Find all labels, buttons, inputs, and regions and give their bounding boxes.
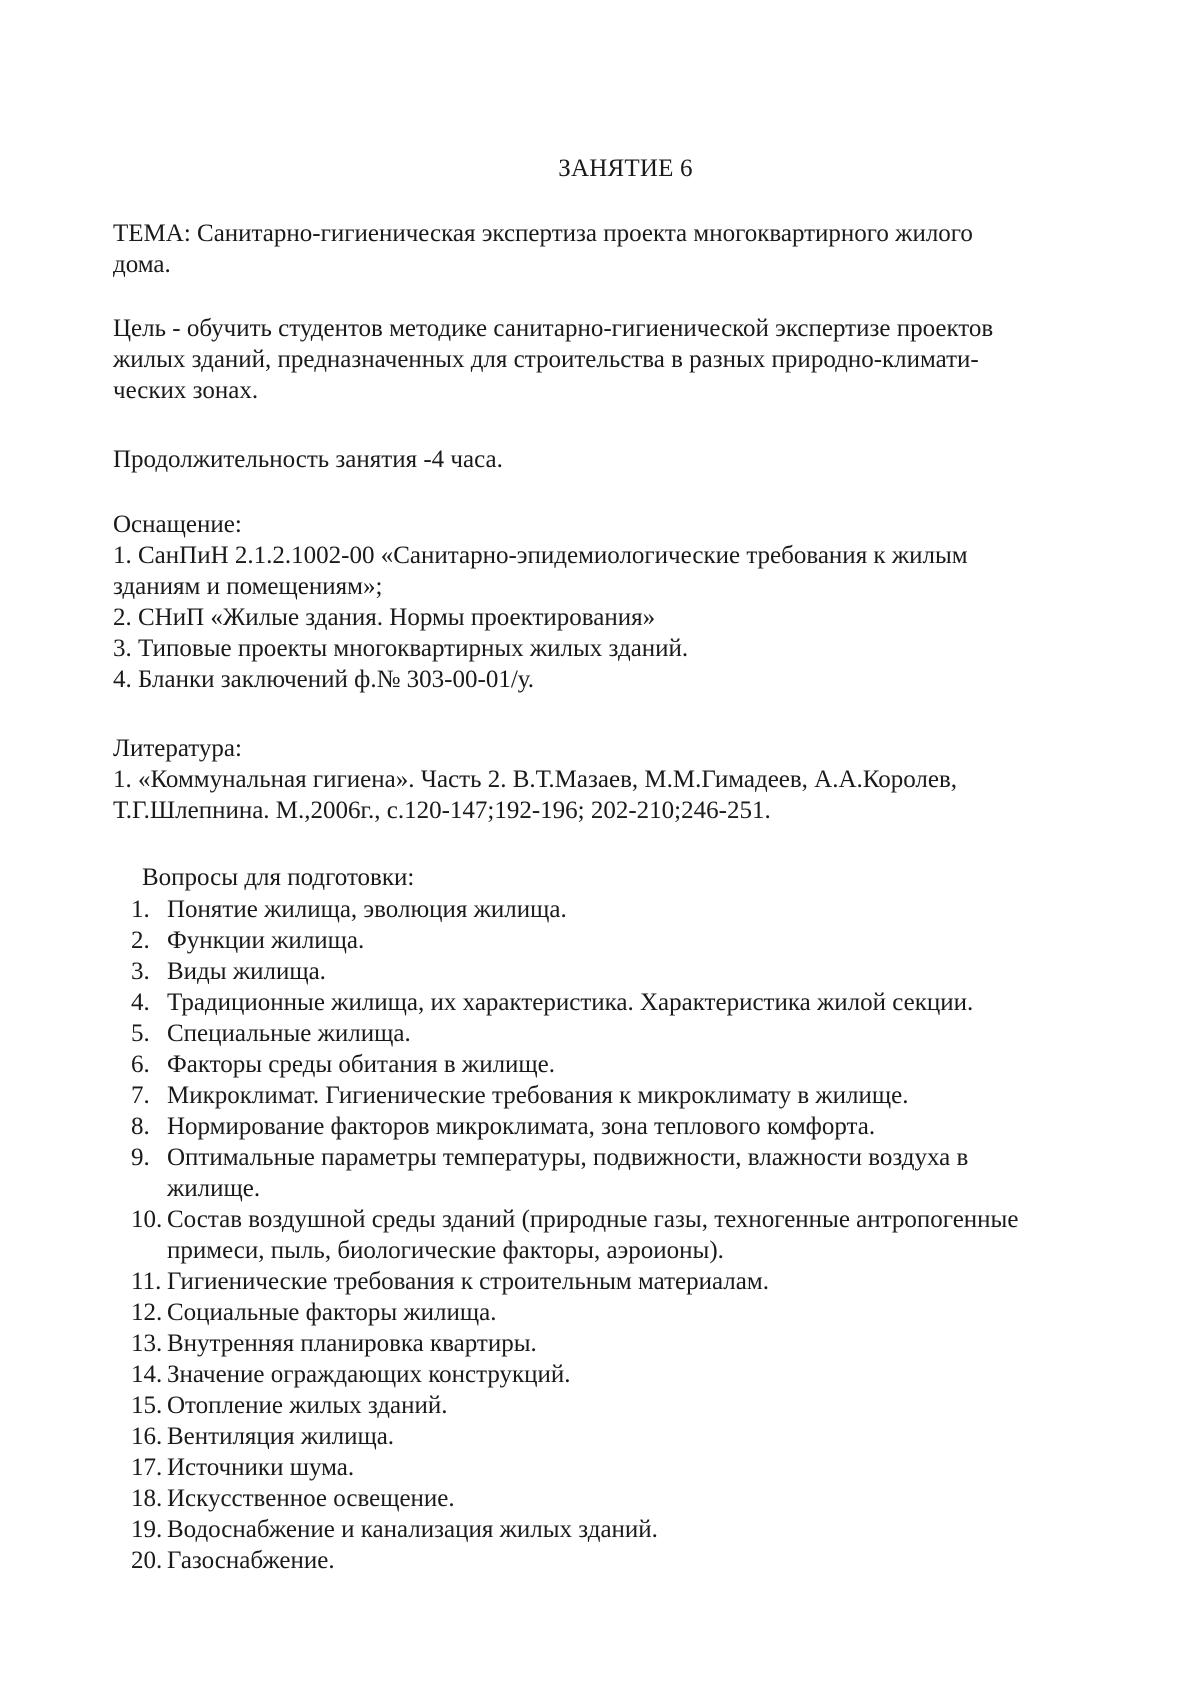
question-item — [131, 1359, 1141, 1390]
question-text: Микроклимат. Гигиенические требования к микроклимату в жилище. — [167, 1082, 909, 1109]
question-item — [131, 1390, 1141, 1421]
question-text: Традиционные жилища, их характеристика. Характеристика жилой секции. — [167, 989, 974, 1016]
question-text: Источники шума. — [167, 1454, 355, 1481]
goal-section — [113, 313, 1123, 406]
duration-text: Продолжительность занятия -4 часа. — [113, 446, 503, 473]
question-item — [131, 1142, 1141, 1204]
question-item — [131, 894, 1141, 925]
question-item — [131, 1545, 1141, 1576]
question-item — [131, 1266, 1141, 1297]
question-text: Состав воздушной среды зданий (природные газы, техногенные антропогенные — [167, 1206, 1019, 1233]
question-number: 4. — [131, 989, 150, 1016]
question-text: Значение ограждающих конструкций. — [167, 1361, 571, 1388]
question-number: 16. — [131, 1423, 163, 1450]
question-text: Водоснабжение и канализация жилых зданий. — [167, 1516, 658, 1543]
question-number: 12. — [131, 1299, 163, 1326]
question-text: Внутренняя планировка квартиры. — [167, 1330, 537, 1357]
question-text: Понятие жилища, эволюция жилища. — [167, 896, 567, 923]
equipment-line: 4. Бланки заключений ф.№ 303-00-01/у. — [113, 666, 535, 693]
question-number: 3. — [131, 958, 150, 985]
question-item — [131, 1049, 1141, 1080]
question-text: Оптимальные параметры температуры, подвижности, влажности воздуха в — [167, 1144, 969, 1171]
topic-section — [113, 218, 1123, 280]
question-item — [131, 987, 1141, 1018]
question-text: Искусственное освещение. — [167, 1485, 455, 1512]
question-item — [131, 925, 1141, 956]
question-item — [131, 1111, 1141, 1142]
question-item — [131, 1018, 1141, 1049]
questions-heading: Вопросы для подготовки: — [142, 864, 415, 891]
question-text: жилище. — [167, 1175, 261, 1202]
equipment-line: 3. Типовые проекты многоквартирных жилых зданий. — [113, 635, 689, 662]
question-text: Отопление жилых зданий. — [167, 1392, 448, 1419]
equipment-section — [113, 509, 1123, 695]
literature-line: 1. «Коммунальная гигиена». Часть 2. В.Т.Мазаев, М.М.Гимадеев, А.А.Королев, — [113, 766, 958, 793]
literature-heading: Литература: — [113, 735, 242, 762]
question-text: Факторы среды обитания в жилище. — [167, 1051, 556, 1078]
questions-list — [131, 894, 1141, 1576]
question-text: Функции жилища. — [167, 927, 365, 954]
literature-line: Т.Г.Шлепнина. М.,2006г., с.120-147;192-196; 202-210;246-251. — [113, 797, 771, 824]
question-item — [131, 1080, 1141, 1111]
question-item — [131, 1452, 1141, 1483]
goal-line: жилых зданий, предназначенных для строительства в разных природно-климати- — [113, 346, 979, 373]
question-number: 11. — [131, 1268, 162, 1295]
question-number: 17. — [131, 1454, 163, 1481]
lesson-title: ЗАНЯТИЕ 6 — [558, 155, 693, 182]
question-item — [131, 1297, 1141, 1328]
topic-line: ТЕМА: Санитарно-гигиеническая экспертиза проекта многоквартирного жилого — [113, 220, 973, 247]
question-number: 14. — [131, 1361, 163, 1388]
question-text: Вентиляция жилища. — [167, 1423, 395, 1450]
duration-section — [113, 444, 1123, 475]
question-item — [131, 956, 1141, 987]
question-item — [131, 1421, 1141, 1452]
question-number: 5. — [131, 1020, 150, 1047]
equipment-line: 2. СНиП «Жилые здания. Нормы проектирования» — [113, 604, 656, 631]
question-item — [131, 1328, 1141, 1359]
question-item — [131, 1514, 1141, 1545]
goal-line: Цель - обучить студентов методике санитарно-гигиенической экспертизе проектов — [113, 315, 994, 342]
question-number: 6. — [131, 1051, 150, 1078]
question-number: 2. — [131, 927, 150, 954]
question-number: 18. — [131, 1485, 163, 1512]
question-number: 9. — [131, 1144, 150, 1171]
topic-line: дома. — [113, 251, 171, 278]
question-number: 13. — [131, 1330, 163, 1357]
question-text: Нормирование факторов микроклимата, зона теплового комфорта. — [167, 1113, 876, 1140]
question-text: Газоснабжение. — [167, 1547, 335, 1574]
question-text: Специальные жилища. — [167, 1020, 411, 1047]
question-text: Гигиенические требования к строительным материалам. — [167, 1268, 769, 1295]
goal-line: ческих зонах. — [113, 377, 259, 404]
question-number: 19. — [131, 1516, 163, 1543]
question-number: 15. — [131, 1392, 163, 1419]
question-number: 20. — [131, 1547, 163, 1574]
question-number: 10. — [131, 1206, 163, 1233]
equipment-line: 1. СанПиН 2.1.2.1002-00 «Санитарно-эпидемиологические требования к жилым — [113, 542, 968, 569]
literature-section — [113, 733, 1123, 826]
question-text: Виды жилища. — [167, 958, 326, 985]
question-number: 7. — [131, 1082, 150, 1109]
equipment-heading: Оснащение: — [113, 511, 242, 538]
question-text: примеси, пыль, биологические факторы, аэроионы). — [167, 1237, 724, 1264]
question-item — [131, 1204, 1141, 1266]
question-item — [131, 1483, 1141, 1514]
equipment-line: зданиям и помещениям»; — [113, 573, 383, 600]
question-number: 8. — [131, 1113, 150, 1140]
question-number: 1. — [131, 896, 150, 923]
question-text: Социальные факторы жилища. — [167, 1299, 497, 1326]
